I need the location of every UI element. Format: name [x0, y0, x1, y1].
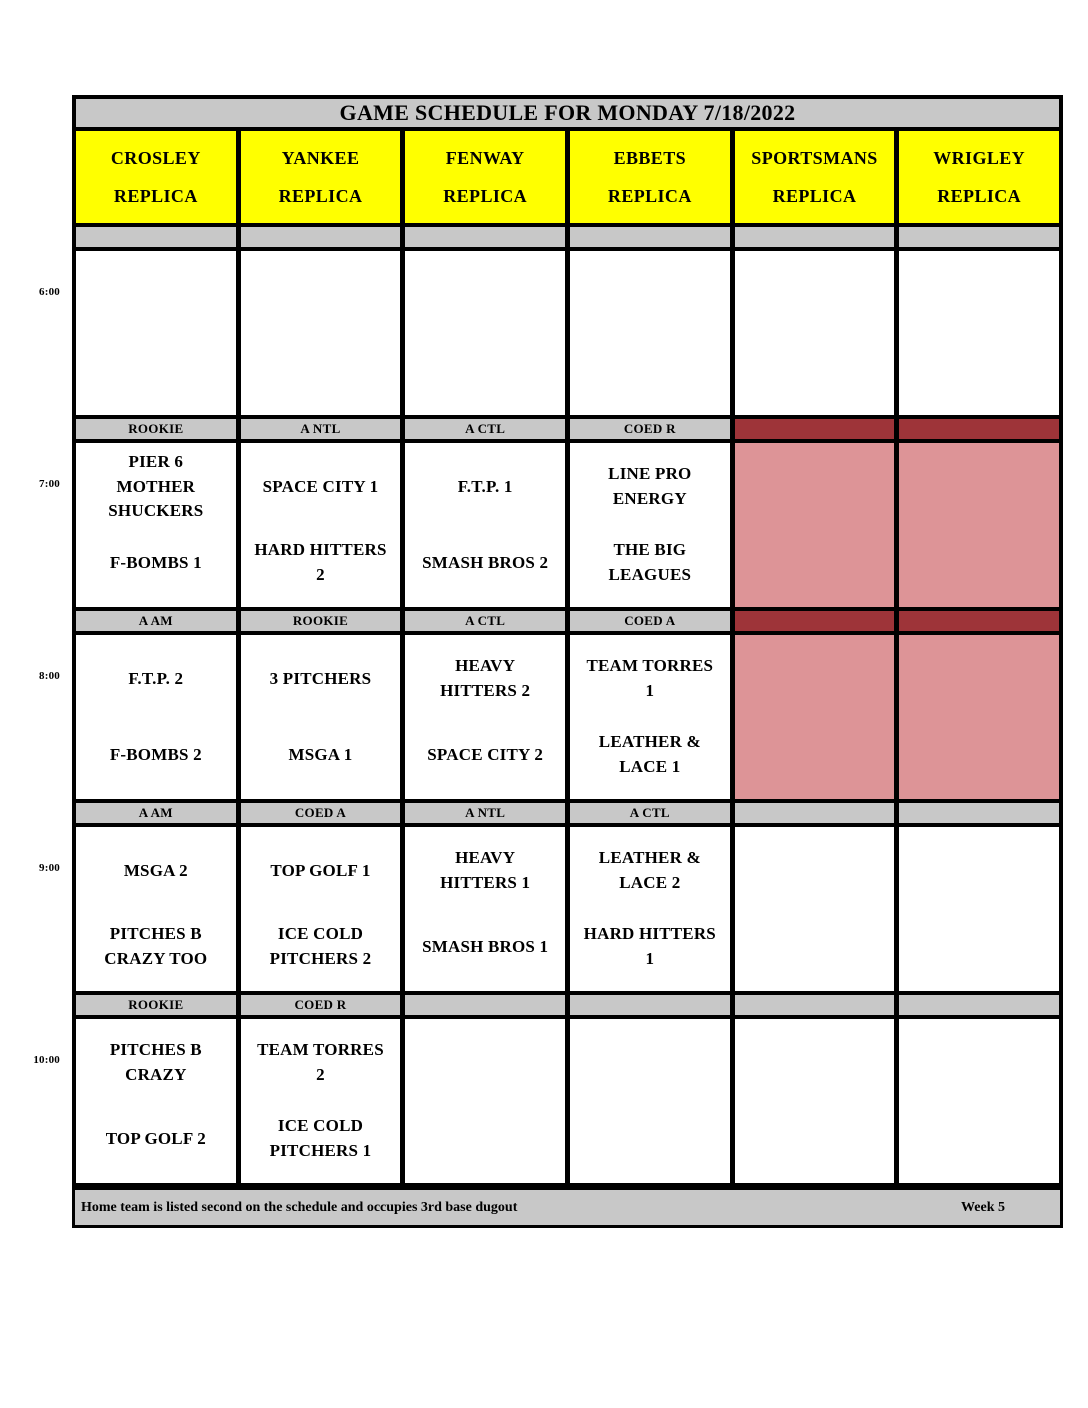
game-cell — [735, 635, 895, 799]
home-team: TOP GOLF 2 — [105, 1128, 206, 1148]
division-label: ROOKIE — [292, 613, 349, 628]
division-cell — [76, 995, 236, 1015]
division-cell — [899, 803, 1059, 823]
game-cell — [76, 251, 236, 415]
division-cell — [76, 803, 236, 823]
home-team: SMASH BROS 1 — [422, 936, 549, 956]
division-cell — [899, 419, 1059, 439]
park-type-label: REPLICA — [113, 185, 198, 206]
park-type-label: REPLICA — [278, 185, 363, 206]
division-cell — [570, 419, 730, 439]
game-cell — [735, 443, 895, 607]
home-team: F-BOMBS 1 — [109, 552, 202, 572]
division-cell — [241, 611, 401, 631]
division-cell — [405, 611, 565, 631]
game-cell — [570, 827, 730, 991]
park-header-crosley — [76, 131, 236, 223]
away-team: SPACE CITY 1 — [262, 476, 379, 496]
division-cell — [405, 803, 565, 823]
footer-bar — [72, 1187, 1063, 1228]
away-team: LEATHER & LACE 2 — [598, 848, 701, 892]
away-team: HEAVY HITTERS 2 — [440, 656, 531, 700]
away-team: LINE PRO ENERGY — [608, 464, 692, 508]
game-cell — [405, 251, 565, 415]
home-team: LEATHER & LACE 1 — [598, 732, 701, 776]
time-label: 9:00 — [39, 862, 60, 874]
park-header-yankee — [241, 131, 401, 223]
game-cell — [735, 251, 895, 415]
park-name: WRIGLEY — [933, 147, 1026, 168]
away-team: TOP GOLF 1 — [270, 860, 371, 880]
game-cell — [241, 251, 401, 415]
away-team: F.T.P. 1 — [457, 476, 513, 496]
away-team: TEAM TORRES 2 — [257, 1040, 384, 1084]
game-cell — [241, 1019, 401, 1183]
park-name: SPORTSMANS — [751, 147, 878, 168]
game-cell — [76, 443, 236, 607]
division-label: A CTL — [465, 421, 506, 436]
time-label: 8:00 — [39, 670, 60, 682]
division-cell — [241, 995, 401, 1015]
division-cell — [405, 419, 565, 439]
division-cell — [570, 803, 730, 823]
away-team: 3 PITCHERS — [269, 668, 372, 688]
division-cell — [76, 227, 236, 247]
away-team: TEAM TORRES 1 — [586, 656, 714, 700]
division-cell — [570, 611, 730, 631]
division-cell — [570, 995, 730, 1015]
park-header-sportsmans — [735, 131, 895, 223]
time-label: 7:00 — [39, 478, 60, 490]
game-cell — [76, 635, 236, 799]
home-team: MSGA 1 — [288, 744, 353, 764]
home-team: HARD HITTERS 2 — [254, 540, 387, 584]
away-team: PIER 6 MOTHER SHUCKERS — [108, 452, 204, 521]
away-team: F.T.P. 2 — [128, 668, 184, 688]
game-cell — [241, 827, 401, 991]
game-cell — [405, 1019, 565, 1183]
division-cell — [405, 227, 565, 247]
home-team: SPACE CITY 2 — [427, 744, 544, 764]
division-cell — [899, 227, 1059, 247]
home-team: F-BOMBS 2 — [109, 744, 202, 764]
away-team: PITCHES B CRAZY — [109, 1040, 202, 1084]
park-type-label: REPLICA — [772, 185, 857, 206]
game-cell — [735, 827, 895, 991]
schedule-table — [72, 95, 1063, 1187]
division-label: ROOKIE — [128, 421, 184, 436]
time-rail — [0, 0, 62, 1408]
division-label: COED A — [624, 613, 676, 628]
park-type-label: REPLICA — [607, 185, 692, 206]
game-cell — [405, 827, 565, 991]
division-cell — [735, 227, 895, 247]
division-cell — [570, 227, 730, 247]
division-cell — [405, 995, 565, 1015]
game-cell — [899, 443, 1059, 607]
time-label: 6:00 — [39, 286, 60, 298]
division-cell — [735, 995, 895, 1015]
division-label: A NTL — [300, 421, 341, 436]
division-cell — [899, 995, 1059, 1015]
home-team: THE BIG LEAGUES — [608, 540, 692, 584]
division-label: A AM — [138, 613, 173, 628]
game-cell — [241, 443, 401, 607]
park-header-fenway — [405, 131, 565, 223]
division-cell — [899, 611, 1059, 631]
division-label: COED R — [294, 997, 347, 1012]
park-name: FENWAY — [445, 147, 525, 168]
game-cell — [76, 827, 236, 991]
park-type-label: REPLICA — [443, 185, 528, 206]
game-cell — [570, 635, 730, 799]
game-cell — [570, 1019, 730, 1183]
division-label: A CTL — [465, 613, 506, 628]
home-team: ICE COLD PITCHERS 1 — [269, 1116, 372, 1160]
home-team: SMASH BROS 2 — [422, 552, 549, 572]
home-team: HARD HITTERS 1 — [583, 924, 716, 968]
division-cell — [735, 611, 895, 631]
away-team: MSGA 2 — [123, 860, 188, 880]
game-cell — [899, 827, 1059, 991]
game-cell — [405, 443, 565, 607]
park-header-wrigley — [899, 131, 1059, 223]
division-cell — [735, 419, 895, 439]
division-label: ROOKIE — [128, 997, 184, 1012]
footer-note: Home team is listed second on the schedule and occupies 3rd base dugout — [81, 1199, 518, 1215]
schedule-title: GAME SCHEDULE FOR MONDAY 7/18/2022 — [76, 99, 1059, 127]
division-cell — [241, 803, 401, 823]
home-team: PITCHES B CRAZY TOO — [104, 924, 208, 968]
game-cell — [241, 635, 401, 799]
park-name: YANKEE — [281, 147, 360, 168]
division-label: A AM — [138, 805, 173, 820]
division-label: A NTL — [465, 805, 506, 820]
park-name: EBBETS — [613, 147, 687, 168]
division-label: A CTL — [629, 805, 670, 820]
park-name: CROSLEY — [110, 147, 201, 168]
division-cell — [76, 611, 236, 631]
division-label: COED R — [623, 421, 676, 436]
game-cell — [570, 443, 730, 607]
game-cell — [735, 1019, 895, 1183]
game-cell — [405, 635, 565, 799]
game-cell — [899, 1019, 1059, 1183]
division-label: COED A — [294, 805, 347, 820]
division-cell — [241, 227, 401, 247]
game-cell — [570, 251, 730, 415]
division-cell — [76, 419, 236, 439]
home-team: ICE COLD PITCHERS 2 — [269, 924, 372, 968]
time-label: 10:00 — [33, 1054, 60, 1066]
division-cell — [241, 419, 401, 439]
park-header-ebbets — [570, 131, 730, 223]
game-cell — [76, 1019, 236, 1183]
game-cell — [899, 251, 1059, 415]
week-label: Week 5 — [961, 1199, 1005, 1215]
game-cell — [899, 635, 1059, 799]
away-team: HEAVY HITTERS 1 — [440, 848, 531, 892]
division-cell — [735, 803, 895, 823]
park-type-label: REPLICA — [937, 185, 1022, 206]
